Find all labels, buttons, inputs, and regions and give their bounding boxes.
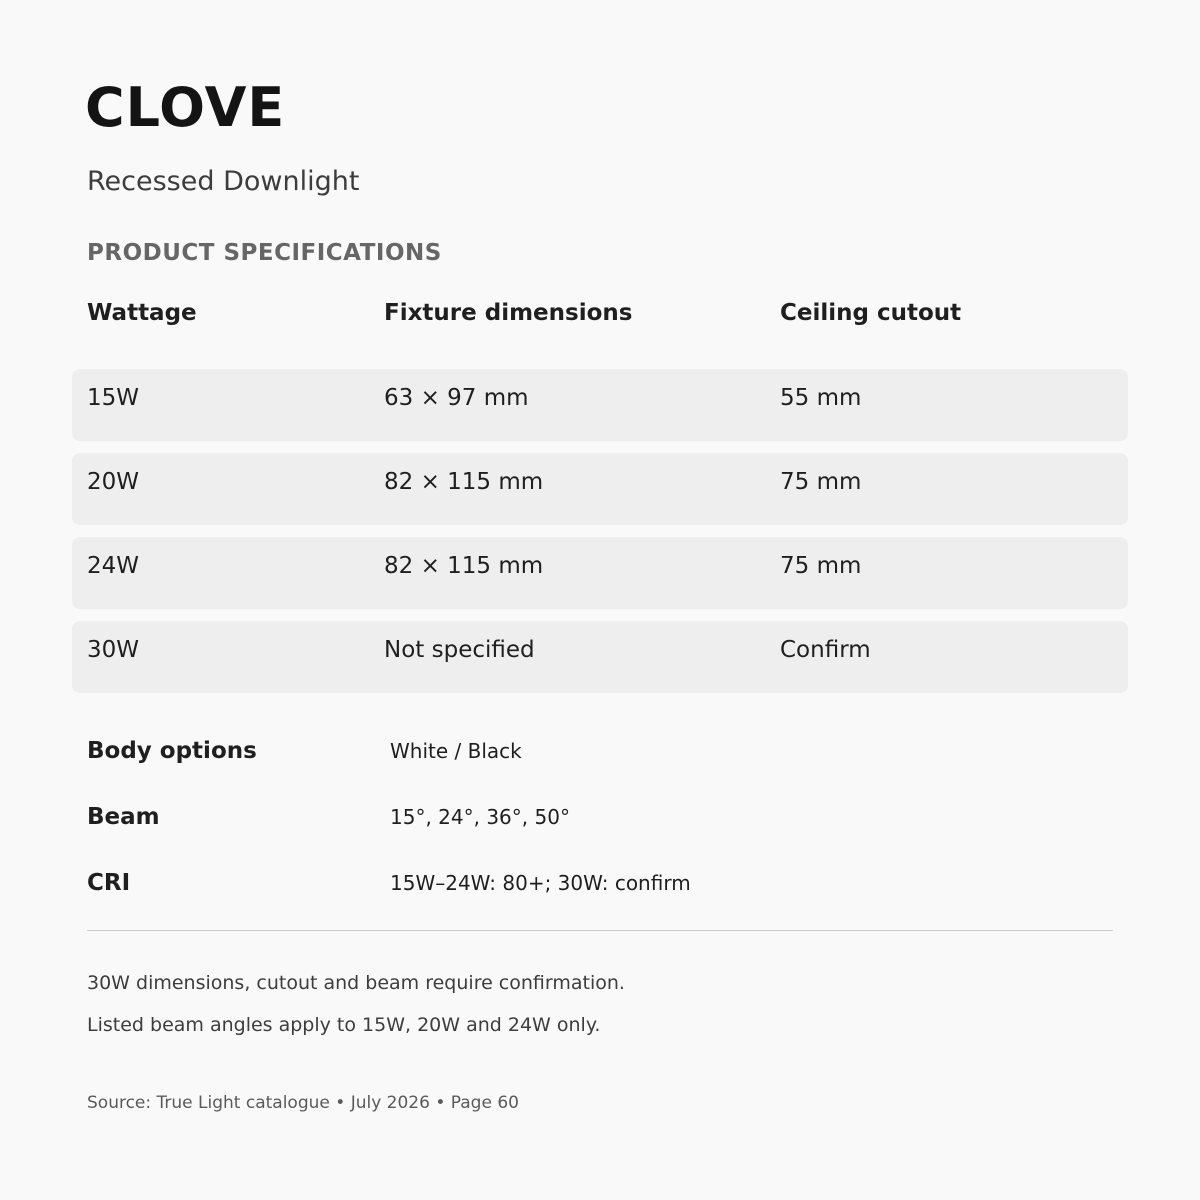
cell-fixture-dimensions: 63 × 97 mm [384,385,529,411]
cell-fixture-dimensions: 82 × 115 mm [384,469,544,495]
table-row [72,621,1128,693]
attribute-value-beam: 15°, 24°, 36°, 50° [390,805,570,829]
section-heading: PRODUCT SPECIFICATIONS [87,240,442,266]
table-row [72,537,1128,609]
cell-wattage: 24W [87,553,140,579]
attribute-value-cri: 15W–24W: 80+; 30W: confirm [390,871,691,895]
cell-fixture-dimensions: Not specified [384,637,535,663]
attribute-label-cri: CRI [87,870,131,896]
cell-fixture-dimensions: 82 × 115 mm [384,553,544,579]
product-title: CLOVE [85,76,286,139]
column-header-fixture-dimensions: Fixture dimensions [384,300,633,326]
table-row [72,453,1128,525]
column-header-wattage: Wattage [87,300,197,326]
cell-wattage: 20W [87,469,140,495]
attribute-value-body-options: White / Black [390,739,522,763]
cell-ceiling-cutout: 75 mm [780,553,862,579]
table-row [72,369,1128,441]
divider [87,930,1113,931]
footnote: 30W dimensions, cutout and beam require confirmation. [87,972,625,994]
cell-ceiling-cutout: Confirm [780,637,871,663]
product-subtitle: Recessed Downlight [87,166,360,197]
attribute-label-beam: Beam [87,804,160,830]
column-header-ceiling-cutout: Ceiling cutout [780,300,962,326]
attribute-label-body-options: Body options [87,738,257,764]
cell-ceiling-cutout: 75 mm [780,469,862,495]
footnote: Listed beam angles apply to 15W, 20W and 24W only. [87,1014,601,1036]
cell-wattage: 30W [87,637,140,663]
source-citation: Source: True Light catalogue • July 2026 • Page 60 [87,1093,519,1113]
cell-wattage: 15W [87,385,140,411]
cell-ceiling-cutout: 55 mm [780,385,862,411]
